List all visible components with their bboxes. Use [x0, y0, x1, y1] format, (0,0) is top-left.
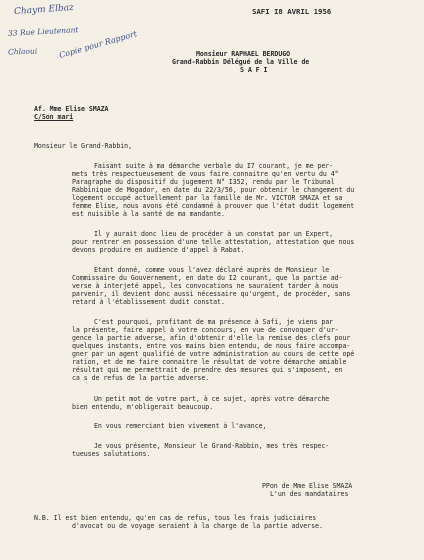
handwritten-name: Chaym Elbaz [13, 2, 75, 18]
paragraph-line: Faisant suite à ma démarche verbale du I7 courant, je me per- [94, 162, 334, 170]
paragraph-line: parvenir, il devient donc aussi nécessaire qu'urgent, de procéder, sans [72, 290, 351, 298]
paragraph-line: Un petit mot de votre part, à ce sujet, après votre démarche [94, 395, 330, 403]
paragraph-line: C'est pourquoi, profitant de ma présence à Safi, je viens par [94, 318, 334, 326]
paragraph-2-body [72, 238, 404, 254]
paragraph-1 [94, 162, 424, 170]
paragraph-4 [94, 318, 424, 326]
handwritten-address: 33 Rue Lieutenant [7, 25, 79, 38]
paragraph-line: Il y aurait donc lieu de procéder à un constat par un Expert, [94, 230, 334, 238]
signature-line-2: L'un des mandataires [270, 490, 349, 498]
paragraph-line: ration, et de me faire connaitre le résultat de votre démarche amiable [72, 358, 347, 366]
paragraph-line: retard à l'établissement dudit constat. [72, 298, 225, 306]
paragraph-5 [94, 395, 424, 403]
letter-date: SAFI I8 AVRIL 1956 [252, 7, 332, 16]
paragraph-line: tueuses salutations. [72, 450, 151, 458]
paragraph-line: pour rentrer en possession d'une telle attestation, attestation que nous [72, 238, 355, 246]
paragraph-line: Rabbinique de Mogador, en date du 22/3/56, pour obtenir le changement du [72, 186, 355, 194]
handwritten-city: Chlaoui [7, 46, 38, 57]
paragraph-line: la présente, faire appel à votre concours, en vue de convoquer d'ur- [72, 326, 339, 334]
paragraph-3-body [72, 274, 404, 306]
paragraph-4-body [72, 326, 404, 382]
reference-line-2: C/Son mari [34, 113, 74, 121]
postscript-line-1: N.B. Il est bien entendu, qu'en cas de refus, tous les frais judiciaires [34, 514, 317, 522]
paragraph-3 [94, 266, 424, 274]
handwritten-copy-note: Copie pour Rapport [58, 29, 138, 60]
postscript-line-2: d'avocat ou de voyage seraient à la charge de la partie adverse. [72, 522, 323, 530]
recipient-title: Grand-Rabbin Délégué de la Ville de [172, 58, 310, 66]
paragraph-line: logement occupé actuellement par la famille de Mr. VICTOR SMAZA et sa [72, 194, 343, 202]
reference-line-1: Af. Mme Elise SMAZA [34, 105, 109, 113]
paragraph-line: gence la partie adverse, afin d'obtenir d'elle la remise des clefs pour [72, 334, 351, 342]
paragraph-line: ca s de refus de la partie adverse. [72, 374, 210, 382]
salutation: Monsieur le Grand-Rabbin, [34, 142, 132, 150]
recipient-city: S A F I [240, 66, 268, 74]
paragraph-2 [94, 230, 424, 238]
paragraph-1-body [72, 170, 404, 218]
paragraph-line: résultat qui me permettrait de prendre des mesures qui s'imposent, en [72, 366, 343, 374]
paragraph-line: quelques instants, entre vos mains bien entendu, de nous faire accompa- [72, 342, 351, 350]
paragraph-line: verse à interjeté appel, les convocations ne sauraient tarder à nous [72, 282, 339, 290]
paragraph-7-body [72, 450, 404, 458]
paragraph-line: Commissaire du Gouvernement, en date du I2 courant, que la partie ad- [72, 274, 343, 282]
paragraph-line: bien entendu, m'obligerait beaucoup. [72, 403, 214, 411]
paragraph-line: mets très respectueusement de vous faire connaitre qu'en vertu du 4° [72, 170, 339, 178]
paragraph-line: En vous remerciant bien vivement à l'avance, [94, 422, 267, 430]
paragraph-line: gner par un agent qualifié de votre administration au cours de cette opé [72, 350, 355, 358]
recipient-name: Monsieur RAPHAEL BERDUGO [196, 50, 291, 58]
paragraph-line: Je vous présente, Monsieur le Grand-Rabbin, mes très respec- [94, 442, 330, 450]
paragraph-line: devons produire en audience d'appel à Rabat. [72, 246, 245, 254]
paragraph-5-body [72, 403, 404, 411]
paragraph-7 [94, 442, 424, 450]
paragraph-line: est nuisible à la santé de ma mandante. [72, 210, 225, 218]
paragraph-6 [94, 422, 424, 430]
paragraph-line: Etant donné, comme vous l'avez déclaré auprès de Monsieur le [94, 266, 330, 274]
signature-line-1: PPon de Mme Elise SMAZA [262, 482, 353, 490]
paragraph-line: Paragraphe du dispositif du jugement N° I352, rendu par le Tribunal [72, 178, 335, 186]
paragraph-line: femme Elise, nous avons été condamné à prouver que l'état dudit logement [72, 202, 355, 210]
